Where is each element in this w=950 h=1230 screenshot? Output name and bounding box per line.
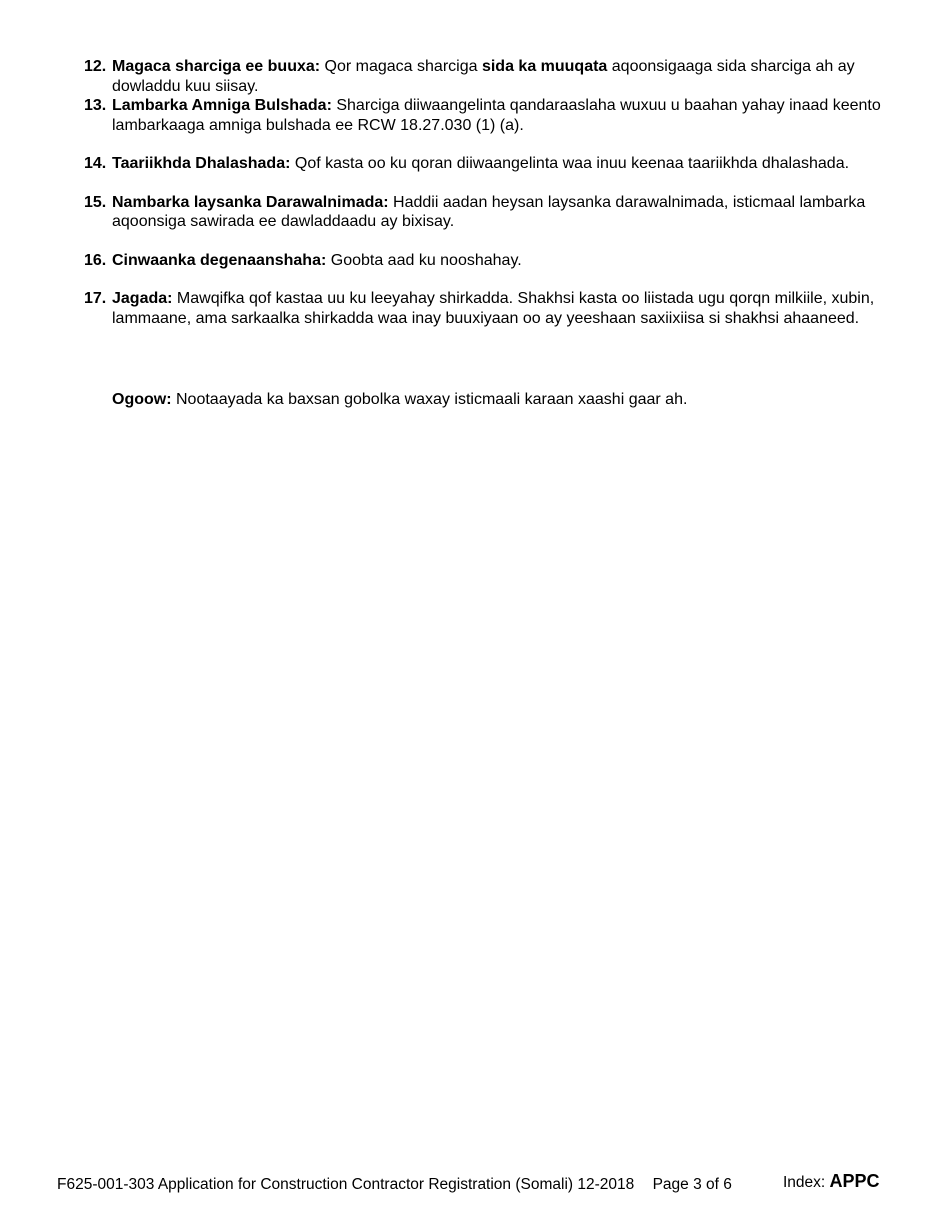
note-label: Ogoow: [112, 391, 172, 408]
form-id: F625-001-303 Application for Construction Contractor Registration (Somali) 12-2018 [57, 1176, 635, 1193]
instructions-list [84, 57, 894, 328]
item-term: Magaca sharciga ee buuxa: [112, 58, 321, 75]
item-term: Cinwaanka degenaanshaha: [112, 251, 327, 269]
item-text: Goobta aad ku nooshahay. [326, 251, 522, 269]
index-code: APPC [829, 1171, 880, 1191]
item-term: Taariikhda Dhalashada: [112, 155, 291, 172]
item-text-cont: aqoonsigaaga sida sharciga ah ay dowladdu kuu siisay. [112, 58, 855, 95]
item-number: 17. [84, 290, 107, 307]
item-term: Lambarka Amniga Bulshada: [112, 97, 332, 114]
item-term: Jagada: [112, 290, 173, 307]
list-item-17 [84, 289, 894, 328]
item-number: 12. [84, 58, 107, 75]
item-number: 14. [84, 155, 107, 172]
index-label: Index: [783, 1174, 826, 1191]
item-number: 16. [84, 251, 107, 269]
note-paragraph [112, 390, 892, 410]
item-text: Haddii aadan heysan laysanka darawalnimada, isticmaal lambarka aqoonsiga sawirada ee dawladdaadu ay bixisay. [112, 193, 866, 230]
page-footer [57, 1171, 880, 1195]
list-item-12 [84, 57, 894, 96]
item-term: Nambarka laysanka Darawalnimada: [112, 193, 389, 211]
item-number: 13. [84, 97, 107, 114]
index-block [783, 1172, 880, 1193]
list-item-14 [84, 154, 894, 174]
item-text: Qof kasta oo ku qoran diiwaangelinta waa inuu keenaa taariikhda dhalashada. [290, 155, 850, 172]
item-text: Mawqifka qof kastaa uu ku leeyahay shirkadda. Shakhsi kasta oo liistada ugu qorqn milkiile, xubin, lammaane, ama sarkaalka shirkadda waa inay buuxiyaan oo ay yeeshaan saxiixiisa si shakhsi ahaaneed. [112, 290, 875, 327]
list-item-16 [84, 251, 894, 271]
page-number: Page 3 of 6 [652, 1176, 732, 1193]
item-number: 15. [84, 193, 107, 211]
item-emphasis: sida ka muuqata [481, 58, 608, 75]
list-item-13 [84, 96, 894, 135]
item-text: Qor magaca sharciga [320, 58, 482, 75]
note-text: Nootaayada ka baxsan gobolka waxay isticmaali karaan xaashi gaar ah. [171, 391, 688, 408]
list-item-15 [84, 193, 894, 232]
item-text: Sharciga diiwaangelinta qandaraaslaha wuxuu u baahan yahay inaad keento lambarkaaga amniga bulshada ee RCW 18.27.030 (1) (a). [112, 97, 881, 134]
